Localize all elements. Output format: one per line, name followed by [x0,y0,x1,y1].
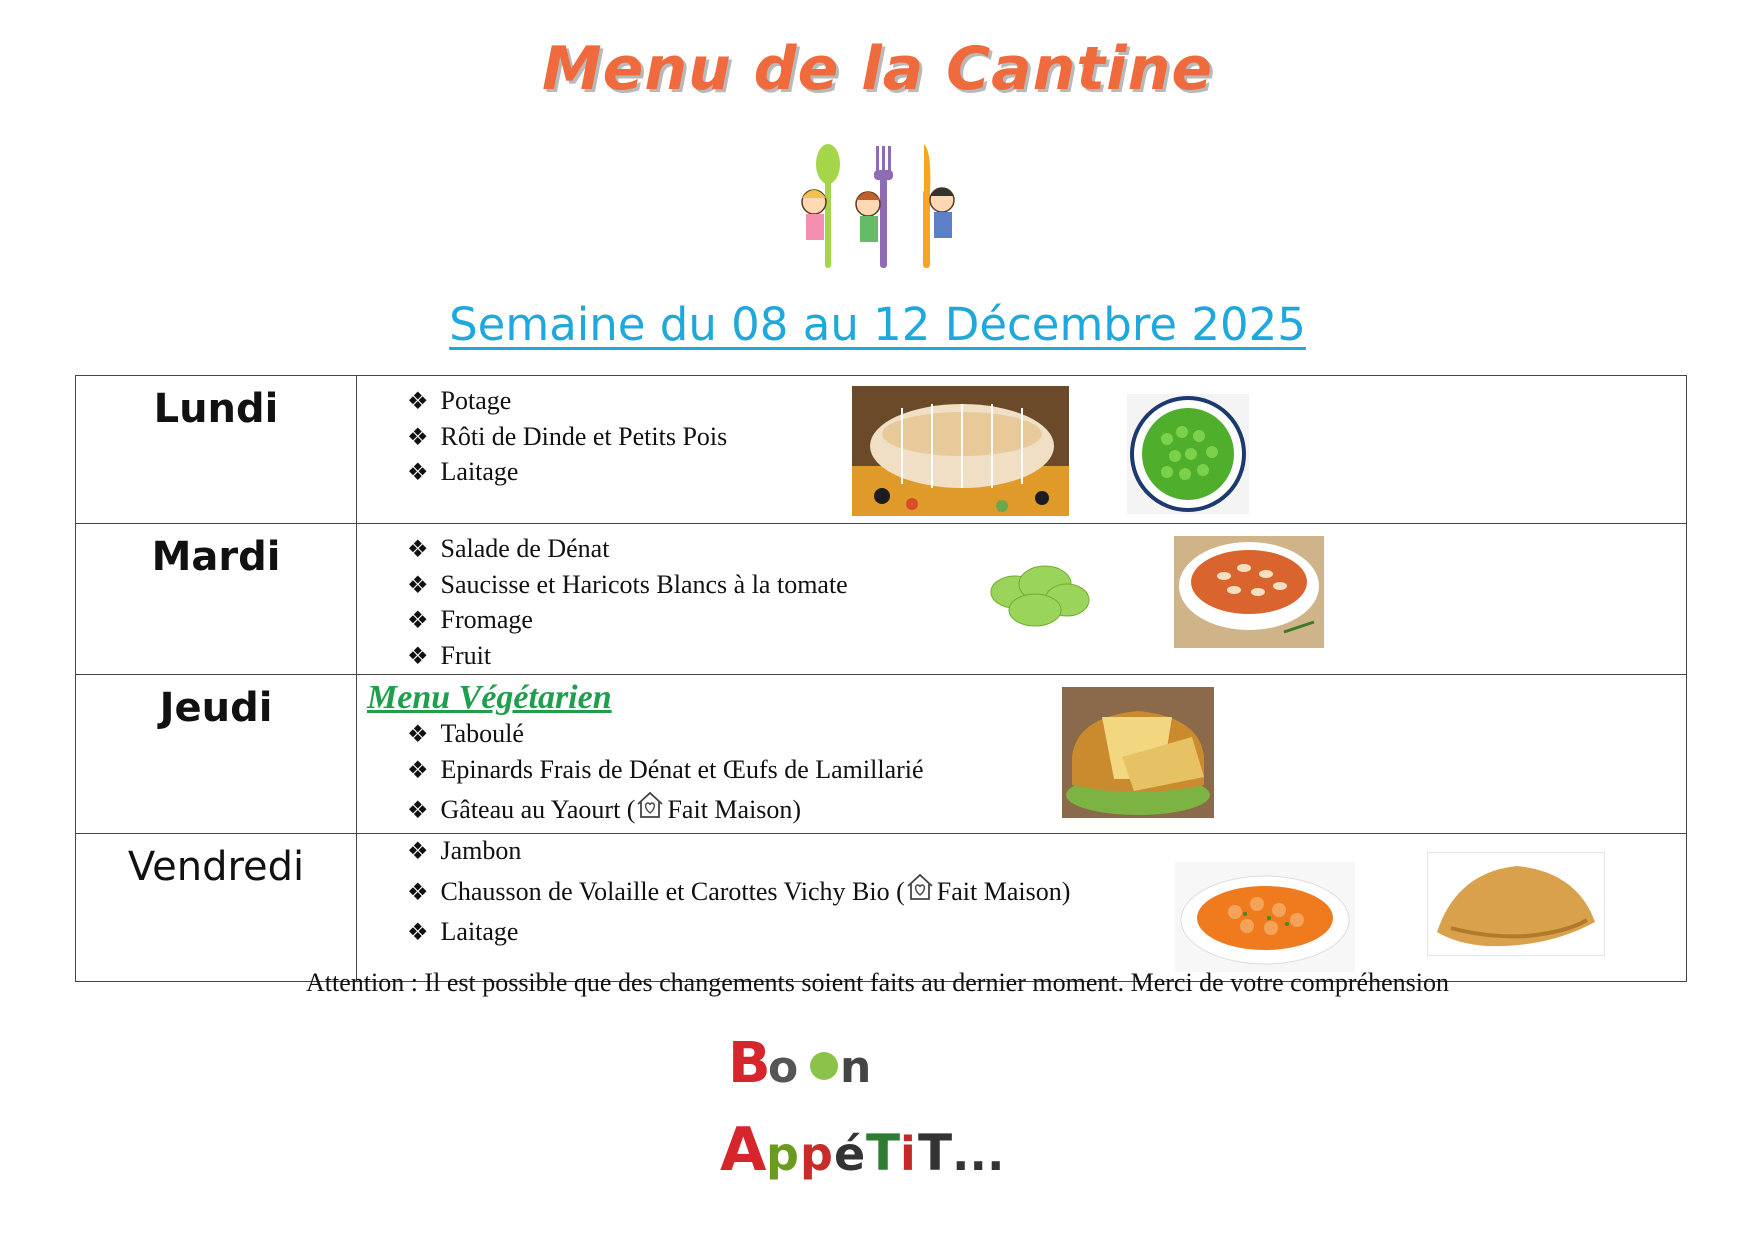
vichy-carrots-photo [1175,862,1355,972]
diamond-bullet-icon: ❖ [407,608,429,634]
peas-bowl-photo [1127,394,1249,514]
svg-text:...: ... [952,1127,1005,1181]
day-content [357,524,1687,675]
house-heart-icon [905,872,935,902]
list-item: ❖ Fromage [407,605,533,634]
diamond-bullet-icon: ❖ [407,537,429,563]
list-item: ❖ Rôti de Dinde et Petits Pois [407,421,728,451]
diamond-bullet-icon: ❖ [407,424,429,451]
diamond-bullet-icon: ❖ [407,722,429,748]
list-item: ❖ Fruit [407,640,492,670]
list-item: ❖ Laitage [407,916,519,946]
bon-appetit-logo [720,1020,1040,1190]
house-heart-icon [635,790,665,820]
list-item: ❖ Gâteau au Yaourt ( Fait Maison) [407,788,1686,833]
children-cutlery-illustration [790,142,970,270]
list-item: ❖ Saucisse et Haricots Blancs à la tomate [407,569,848,599]
list-item: ❖ Laitage [407,457,519,486]
vegetarian-menu-label: Menu Végétarien [367,679,612,716]
table-row [76,675,1687,834]
yogurt-cake-photo [1062,687,1214,818]
chicken-turnover-photo [1427,852,1605,956]
list-item: ❖ Jambon [407,836,522,865]
svg-text:A: A [720,1115,767,1185]
list-item: ❖ Taboulé [407,719,524,748]
diamond-bullet-icon: ❖ [407,879,429,906]
list-item: ❖ Salade de Dénat [407,534,610,563]
list-item: ❖ Potage [407,386,512,415]
diamond-bullet-icon: ❖ [407,643,429,670]
meal-list [357,717,1686,833]
svg-text:n: n [840,1042,872,1093]
svg-text:p: p [766,1127,799,1181]
day-content [357,834,1687,982]
list-item: ❖ Chausson de Volaille et Carottes Vichy Bio ( Fait Maison) [407,870,1686,915]
attention-note: Attention : Il est possible que des changements soient faits au dernier moment. Merci de votre compréhension [306,968,1449,997]
white-beans-photo [1174,536,1324,648]
table-row [76,376,1687,524]
week-heading: Semaine du 08 au 12 Décembre 2025 [449,298,1306,351]
svg-text:T: T [918,1124,953,1182]
page-title: Menu de la Cantine [541,34,1214,104]
roast-turkey-photo [852,386,1069,516]
svg-text:T: T [866,1124,901,1182]
table-row [76,524,1687,675]
svg-text:i: i [900,1127,916,1181]
diamond-bullet-icon: ❖ [407,572,429,599]
lettuce-photo [985,554,1095,634]
day-lundi: Lundi [76,376,357,524]
svg-text:é: é [834,1127,866,1181]
diamond-bullet-icon: ❖ [407,389,429,415]
diamond-bullet-icon: ❖ [407,757,429,784]
diamond-bullet-icon: ❖ [407,919,429,946]
diamond-bullet-icon: ❖ [407,798,429,824]
menu-table [75,375,1687,982]
svg-text:B: B [728,1031,771,1096]
svg-text:o: o [768,1042,799,1093]
diamond-bullet-icon: ❖ [407,460,429,486]
day-content [357,675,1687,834]
day-mardi: Mardi [76,524,357,675]
day-content [357,376,1687,524]
table-row [76,834,1687,982]
svg-text:p: p [800,1127,833,1181]
day-jeudi: Jeudi [76,675,357,834]
diamond-bullet-icon: ❖ [407,839,429,865]
day-vendredi: Vendredi [76,834,357,982]
list-item: ❖ Epinards Frais de Dénat et Œufs de Lamillarié [407,754,924,784]
